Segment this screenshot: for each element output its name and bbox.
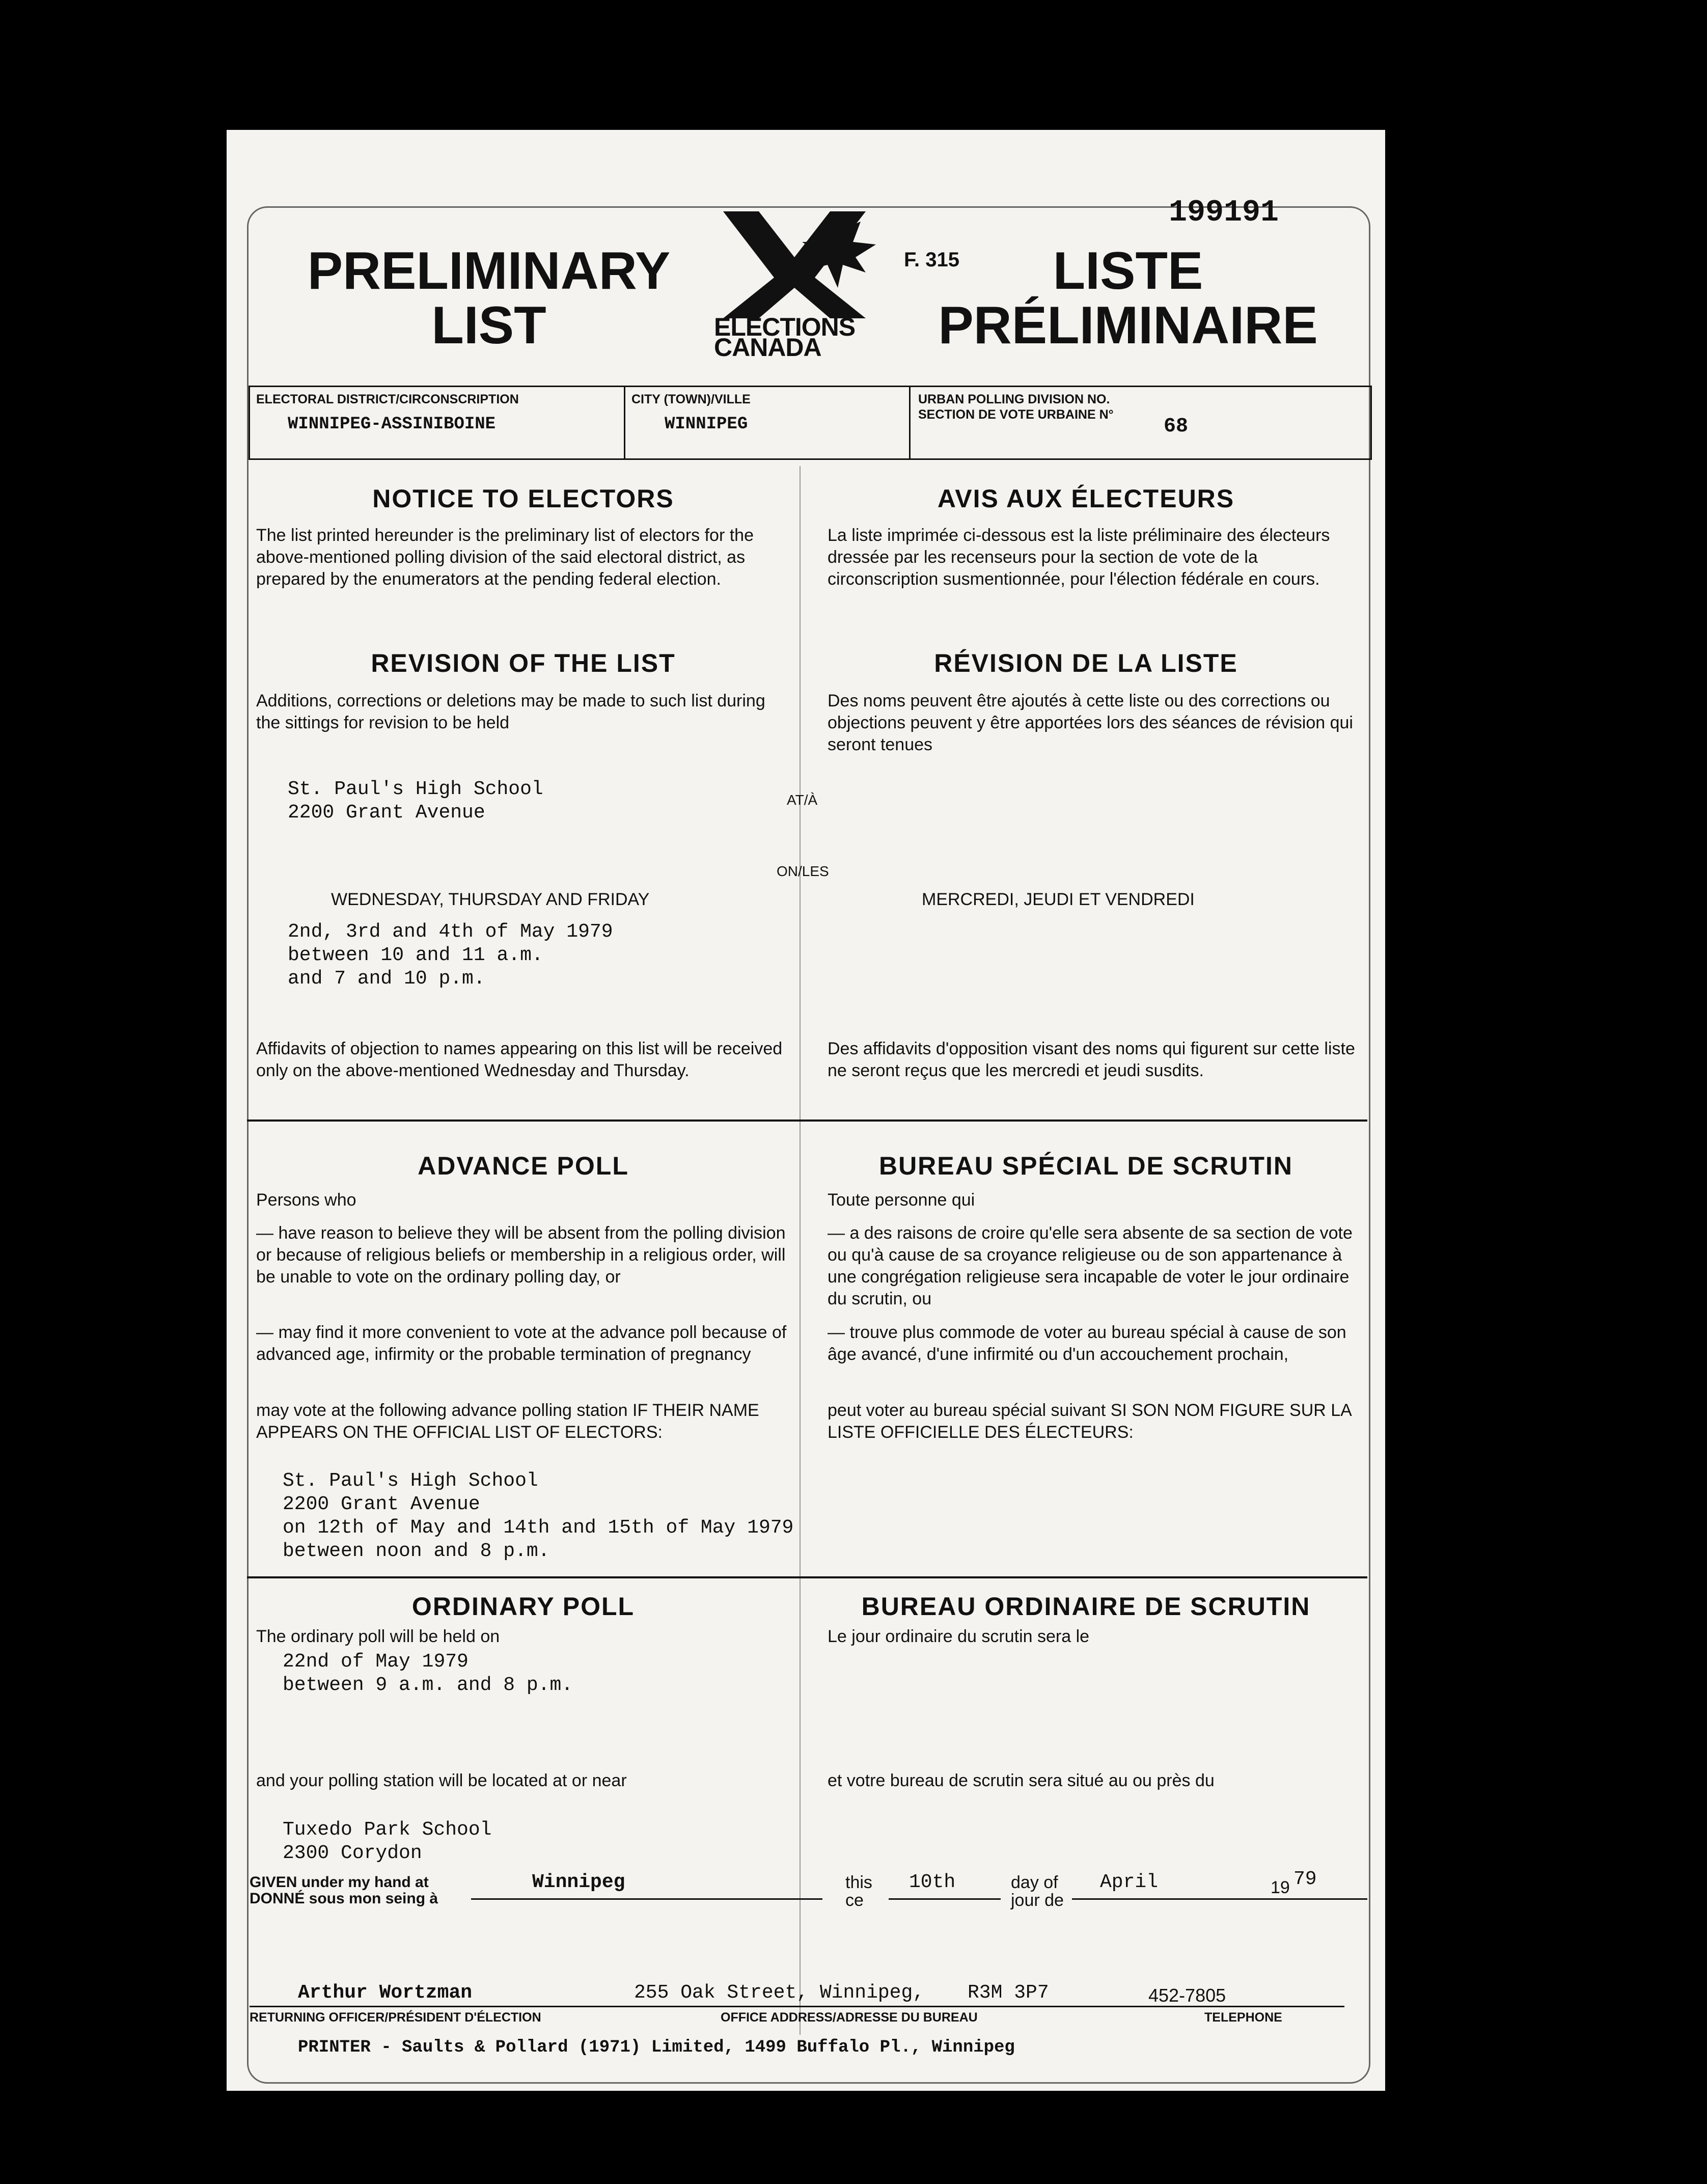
advance-item2-en: — may find it more convenient to vote at the advance poll because of advanced age, infirmity or the probable termination of pregnancy: [256, 1323, 787, 1364]
ordinary-held-on-en: The ordinary poll will be held on: [256, 1627, 500, 1646]
section-rule-2: [247, 1576, 1367, 1578]
elections-canada-logo: [713, 201, 881, 362]
ordinary-title-en: ORDINARY POLL: [411, 1592, 635, 1621]
ordinary-station-line1: Tuxedo Park School: [283, 1819, 492, 1841]
at-label: AT/À: [787, 792, 818, 808]
section-rule-1: [247, 1120, 1367, 1122]
revision-days-fr: MERCREDI, JEUDI ET VENDREDI: [922, 890, 1195, 909]
serial-number: 199191: [1169, 196, 1279, 230]
telephone-label: TELEPHONE: [1204, 2010, 1282, 2025]
on-label: ON/LES: [777, 863, 829, 879]
year-prefix: 19: [1271, 1878, 1290, 1897]
given-label-en: GIVEN under my hand at: [250, 1874, 429, 1891]
ordinary-located-en: and your polling station will be located at or near: [256, 1771, 627, 1790]
this-label-fr: ce: [845, 1891, 864, 1910]
logo-text-canada: CANADA: [714, 333, 821, 362]
revision-location-line2: 2200 Grant Avenue: [288, 802, 485, 824]
given-label-fr: DONNÉ sous mon seing à: [250, 1890, 438, 1907]
place-underline: [471, 1898, 822, 1900]
notice-title-fr: AVIS AUX ÉLECTEURS: [937, 484, 1235, 513]
city-label: CITY (TOWN)/VILLE: [631, 392, 751, 406]
notice-text-fr: La liste imprimée ci-dessous est la liste préliminaire des électeurs dressée par les recenseurs pour la section de vote de la circonscription susmentionnée, pour l'élection fédérale en cours.: [828, 526, 1330, 589]
polling-division-label-fr: SECTION DE VOTE URBAINE N°: [918, 407, 1114, 422]
polling-division-label-en: URBAN POLLING DIVISION NO.: [918, 392, 1110, 406]
title-french-line1: LISTE: [1053, 241, 1203, 301]
electoral-district-label: ELECTORAL DISTRICT/CIRCONSCRIPTION: [256, 392, 519, 406]
advance-item1-en: — have reason to believe they will be absent from the polling division or because of religious beliefs or membership in a religious order, will be unable to vote on the ordinary polling day, or: [256, 1223, 786, 1287]
advance-title-en: ADVANCE POLL: [418, 1152, 629, 1180]
advance-item1-fr: — a des raisons de croire qu'elle sera absente de sa section de vote ou qu'à cause de sa croyance religieuse ou de son appartenance à une congrégation religieuse sera incapable de voter le jour ordinaire du scrutin, ou: [828, 1223, 1353, 1308]
advance-location-line1: St. Paul's High School: [283, 1470, 538, 1492]
office-address-label: OFFICE ADDRESS/ADRESSE DU BUREAU: [721, 2010, 978, 2025]
revision-title-en: REVISION OF THE LIST: [371, 649, 676, 677]
city-value: WINNIPEG: [665, 415, 748, 434]
officer-postal: R3M 3P7: [968, 1982, 1049, 2004]
officer-underline: [250, 2006, 1344, 2007]
affidavit-text-fr: Des affidavits d'opposition visant des noms qui figurent sur cette liste ne seront reçus que les mercredi et jeudi susdits.: [828, 1039, 1355, 1080]
day-of-label-fr: jour de: [1011, 1891, 1064, 1910]
ordinary-date-line1: 22nd of May 1979: [283, 1651, 469, 1673]
notice-title-en: NOTICE TO ELECTORS: [372, 484, 674, 513]
advance-title-fr: BUREAU SPÉCIAL DE SCRUTIN: [878, 1152, 1293, 1180]
given-place: Winnipeg: [532, 1871, 625, 1893]
advance-may-vote-en: may vote at the following advance polling station IF THEIR NAME APPEARS ON THE OFFICIAL LIST OF ELECTORS:: [256, 1401, 759, 1442]
affidavit-text-en: Affidavits of objection to names appearing on this list will be received only on the above-mentioned Wednesday and Thursday.: [256, 1039, 783, 1080]
advance-location-line4: between noon and 8 p.m.: [283, 1540, 550, 1562]
revision-location-line1: St. Paul's High School: [288, 778, 543, 800]
logo-text-elections: ELECTIONS: [714, 313, 856, 341]
printer-line: PRINTER - Saults & Pollard (1971) Limited, 1499 Buffalo Pl., Winnipeg: [298, 2038, 1015, 2057]
revision-text-fr: Des noms peuvent être ajoutés à cette liste ou des corrections ou objections peuvent y être apportées lors des séances de révision qui seront tenues: [828, 691, 1353, 754]
ordinary-date-line2: between 9 a.m. and 8 p.m.: [283, 1674, 573, 1696]
revision-dates-line1: 2nd, 3rd and 4th of May 1979: [288, 921, 613, 943]
center-divider: [800, 466, 801, 2035]
advance-item2-fr: — trouve plus commode de voter au bureau spécial à cause de son âge avancé, d'une infirmité ou d'un accouchement prochain,: [828, 1323, 1346, 1364]
district-divider-1: [624, 386, 625, 458]
day-of-label-en: day of: [1011, 1873, 1058, 1892]
advance-may-vote-fr: peut voter au bureau spécial suivant SI SON NOM FIGURE SUR LA LISTE OFFICIELLE DES ÉLECTEURS:: [828, 1401, 1351, 1442]
title-english-line1: PRELIMINARY: [307, 241, 671, 301]
revision-days-en: WEDNESDAY, THURSDAY AND FRIDAY: [331, 890, 650, 909]
revision-title-fr: RÉVISION DE LA LISTE: [934, 649, 1238, 677]
officer-address: 255 Oak Street, Winnipeg,: [634, 1982, 925, 2004]
ordinary-held-on-fr: Le jour ordinaire du scrutin sera le: [828, 1627, 1090, 1646]
ordinary-station-line2: 2300 Corydon: [283, 1842, 422, 1864]
day-underline: [889, 1898, 1001, 1900]
advance-location-line2: 2200 Grant Avenue: [283, 1493, 480, 1515]
revision-dates-line3: and 7 and 10 p.m.: [288, 968, 485, 990]
given-day: 10th: [909, 1871, 956, 1893]
given-month: April: [1100, 1871, 1159, 1893]
polling-division-value: 68: [1164, 415, 1189, 438]
officer-label: RETURNING OFFICER/PRÉSIDENT D'ÉLECTION: [250, 2010, 541, 2025]
revision-dates-line2: between 10 and 11 a.m.: [288, 944, 543, 966]
title-english-line2: LIST: [431, 296, 546, 355]
officer-phone: 452-7805: [1148, 1985, 1226, 2006]
advance-location-line3: on 12th of May and 14th and 15th of May 1979: [283, 1517, 794, 1539]
revision-text-en: Additions, corrections or deletions may be made to such list during the sittings for revision to be held: [256, 691, 765, 732]
district-divider-2: [909, 386, 911, 458]
officer-name: Arthur Wortzman: [298, 1982, 473, 2004]
advance-persons-fr: Toute personne qui: [828, 1190, 975, 1210]
form-number: F. 315: [904, 249, 959, 271]
ordinary-located-fr: et votre bureau de scrutin sera situé au ou près du: [828, 1771, 1215, 1790]
ordinary-title-fr: BUREAU ORDINAIRE DE SCRUTIN: [861, 1592, 1311, 1621]
title-french-line2: PRÉLIMINAIRE: [938, 296, 1318, 355]
electoral-district-value: WINNIPEG-ASSINIBOINE: [288, 415, 496, 434]
preliminary-list-form: [227, 130, 1385, 2091]
this-label-en: this: [845, 1873, 872, 1892]
date-underline: [1072, 1898, 1367, 1900]
given-year: 79: [1293, 1868, 1317, 1890]
notice-text-en: The list printed hereunder is the preliminary list of electors for the above-mentioned polling division of the said electoral district, as prepared by the enumerators at the pending federal election.: [256, 526, 754, 589]
advance-persons-en: Persons who: [256, 1190, 356, 1210]
